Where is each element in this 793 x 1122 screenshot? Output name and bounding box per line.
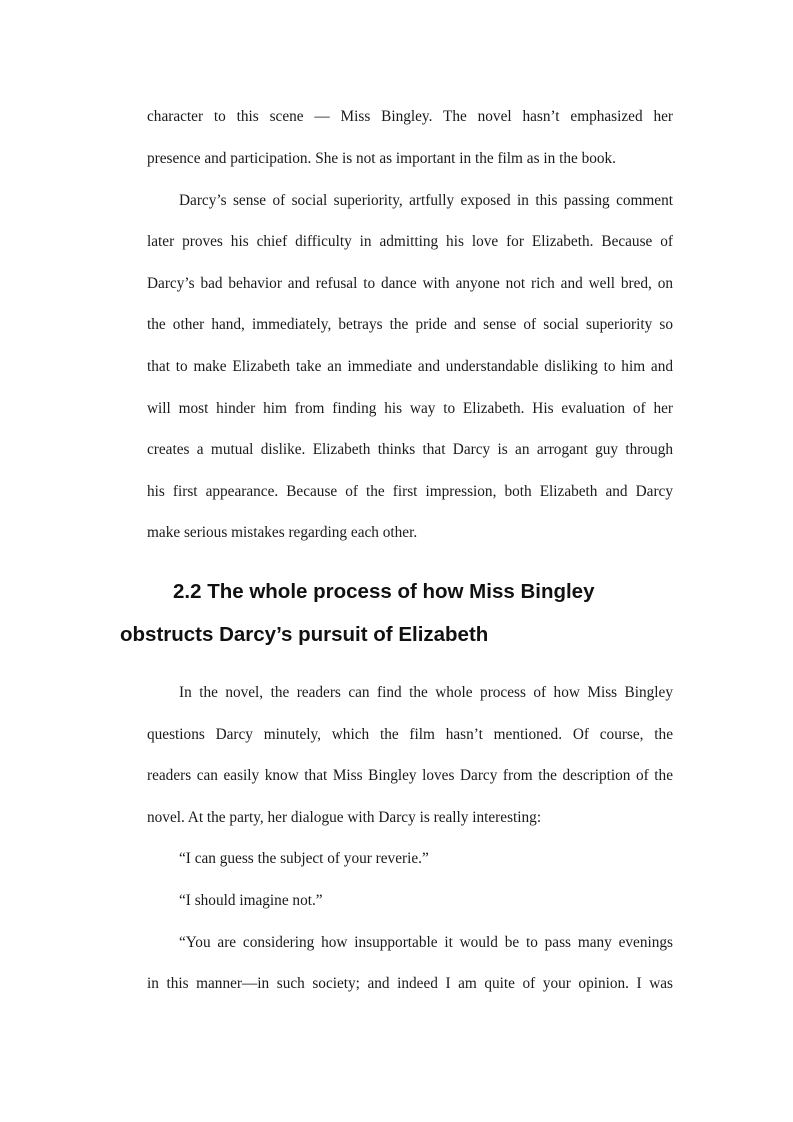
dialogue-quote: “You are considering how insupportable it would be to pass many evenings (179, 934, 673, 951)
paragraph-line: the other hand, immediately, betrays the pride and sense of social superiority so (147, 316, 673, 333)
paragraph-line: In the novel, the readers can find the whole process of how Miss Bingley (179, 684, 673, 701)
paragraph-line: presence and participation. She is not as important in the film as in the book. (147, 150, 616, 167)
paragraph-line: Darcy’s sense of social superiority, artfully exposed in this passing comment (179, 192, 673, 209)
dialogue-quote: in this manner—in such society; and indeed I am quite of your opinion. I was (147, 975, 673, 992)
paragraph-line: novel. At the party, her dialogue with Darcy is really interesting: (147, 809, 542, 826)
paragraph-line: creates a mutual dislike. Elizabeth thinks that Darcy is an arrogant guy through (147, 441, 673, 458)
paragraph-line: later proves his chief difficulty in admitting his love for Elizabeth. Because of (147, 233, 673, 250)
paragraph-line: will most hinder him from finding his way to Elizabeth. His evaluation of her (147, 400, 673, 417)
paragraph-line: his first appearance. Because of the first impression, both Elizabeth and Darcy (147, 483, 673, 500)
section-heading-line-2: obstructs Darcy’s pursuit of Elizabeth (120, 623, 489, 646)
dialogue-quote: “I should imagine not.” (179, 892, 323, 909)
paragraph-line: readers can easily know that Miss Bingley loves Darcy from the description of the (147, 767, 673, 784)
paragraph-line: character to this scene — Miss Bingley. The novel hasn’t emphasized her (147, 108, 673, 125)
dialogue-quote: “I can guess the subject of your reverie.” (179, 850, 429, 867)
section-heading-line-1: 2.2 The whole process of how Miss Bingley (173, 580, 595, 603)
paragraph-line: questions Darcy minutely, which the film hasn’t mentioned. Of course, the (147, 726, 673, 743)
paragraph-line: make serious mistakes regarding each other. (147, 524, 418, 541)
paragraph-line: Darcy’s bad behavior and refusal to dance with anyone not rich and well bred, on (147, 275, 673, 292)
paragraph-line: that to make Elizabeth take an immediate and understandable disliking to him and (147, 358, 673, 375)
